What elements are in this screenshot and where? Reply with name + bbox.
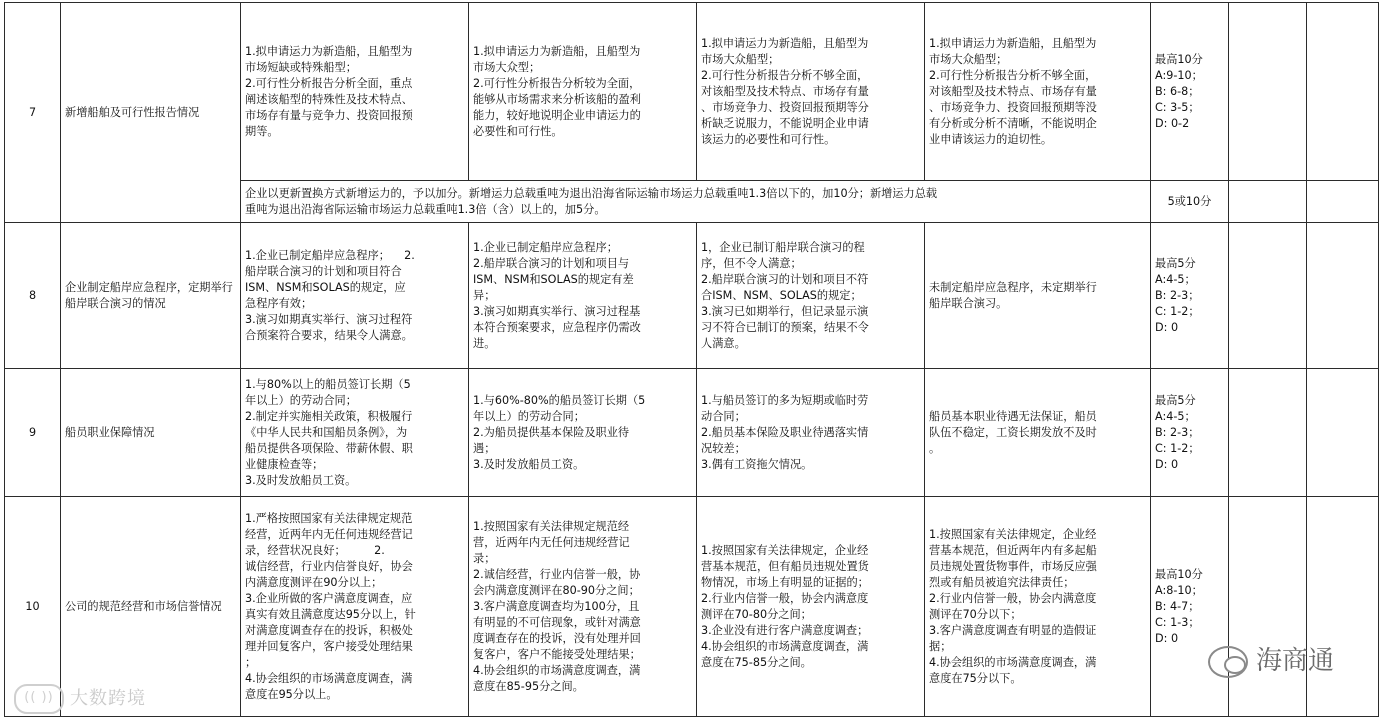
score-range-line: 最高5分 [1155,256,1196,270]
score-range-line: A:4-5； [1155,272,1196,286]
score-range [1151,369,1229,497]
criteria-level-b [469,223,697,369]
empty-cell [1229,223,1307,369]
score-range-line: C: 3-5； [1155,100,1200,114]
criteria-level-d-line: 市场大众船型； [929,52,1008,66]
score-range-line: B: 2-3； [1155,425,1200,439]
criteria-level-a-line: 对满意度调查存在的投诉，积极处 [245,623,413,637]
criteria-level-d-line: 业申请该运力的迫切性。 [929,132,1053,146]
criteria-level-a-line: 真实有效且满意度达95分以上，针 [245,607,416,621]
criteria-level-d-line: 、市场竞争力、投资回报预期等没 [929,100,1097,114]
criteria-level-b-line: 能够从市场需求来分析该船的盈利 [473,92,641,106]
score-range-line: B: 6-8； [1155,84,1200,98]
empty-cell [1229,3,1307,181]
criteria-level-c-line: 该运力的必要性和可行性。 [701,132,836,146]
criteria-level-d-line: 。 [929,441,941,455]
criteria-level-b-line: 4.协会组织的市场满意度调查，满 [473,663,641,677]
criteria-level-c-line: 动合同； [701,409,746,423]
criteria-level-b-line: 复客户，客户不能接受处理结果； [473,647,641,661]
criteria-level-b-line: 本符合预案要求，应急程序仍需改 [473,320,641,334]
criteria-level-c-line: 况较差； [701,441,746,455]
criteria-level-b-line: 2.船岸联合演习的计划和项目与 [473,256,630,270]
row-item-name: 企业制定船岸应急程序，定期举行船岸联合演习的情况 [61,223,241,369]
criteria-level-a-line: 合预案符合要求，结果令人满意。 [245,328,413,342]
criteria-level-b [469,497,697,717]
criteria-level-a-line: 2.制定并实施相关政策，积极履行 [245,409,413,423]
criteria-level-c-line: 、市场竞争力、投资回报预期等分 [701,100,869,114]
criteria-level-d-line: 2.行业内信誉一般，协会内满意度 [929,591,1097,605]
criteria-level-c-line: 3.演习已如期举行，但记录显示演 [701,304,869,318]
criteria-level-a-line: ； [245,655,257,669]
criteria-level-c-line: 2.可行性分析报告分析不够全面， [701,68,869,82]
criteria-level-b-line: 年以上）的劳动合同； [473,409,585,423]
criteria-level-b-line: 2.为船员提供基本保险及职业待 [473,425,630,439]
criteria-level-c-line: 营基本规范，但有船员违规处置货 [701,559,869,573]
criteria-level-a-line: 意度在95分以上。 [245,687,338,701]
criteria-level-a-line: 市场存有量与竞争力、投资回报预 [245,108,413,122]
score-range-line: D: 0 [1155,320,1179,334]
criteria-level-a-line: 经营，近两年内无任何违规经营记 [245,527,413,541]
watermark-right [1208,640,1334,678]
criteria-level-c-line: 人满意。 [701,336,746,350]
criteria-level-b-line: 1.与60%-80%的船员签订长期（5 [473,393,646,407]
watermark-left [14,684,146,714]
criteria-level-b-line: 遇； [473,441,496,455]
criteria-level-a-line: 1.严格按照国家有关法律规定规范 [245,511,413,525]
criteria-level-c-line: 4.协会组织的市场满意度调查，满 [701,639,869,653]
criteria-level-b-line: 市场大众型； [473,60,541,74]
criteria-level-b [469,3,697,181]
score-range-line: C: 1-2； [1155,304,1200,318]
bonus-score: 5或10分 [1151,181,1229,223]
criteria-level-d-line: 3.客户满意度调查有明显的造假证 [929,623,1097,637]
criteria-level-c-line: 合ISM、NSM、SOLAS的规定； [701,288,862,302]
criteria-level-b-line: 1.企业已制定船岸应急程序； [473,240,618,254]
row-number: 10 [5,497,61,717]
criteria-level-d-line: 对该船型及技术特点、市场存有量 [929,84,1097,98]
criteria-level-c-line: 意度在75-85分之间。 [701,655,812,669]
criteria-level-d [925,3,1151,181]
criteria-level-c-line: 1.与船员签订的多为短期或临时劳 [701,393,869,407]
criteria-level-a-line: 期等。 [245,124,279,138]
criteria-level-a-line: 4.协会组织的市场满意度调查，满 [245,671,413,685]
criteria-level-a [241,3,469,181]
criteria-level-b-line: 意度在85-95分之间。 [473,679,584,693]
criteria-level-d-line: 意度在75分以下。 [929,671,1022,685]
criteria-level-c-line: 2.行业内信誉一般，协会内满意度 [701,591,869,605]
criteria-level-b-line: 能力，较好地说明企业申请运力的 [473,108,641,122]
empty-cell [1229,369,1307,497]
bonus-text-line: 企业以更新置换方式新增运力的，予以加分。新增运力总载重吨为退出沿海省际运输市场运力总载重吨1.3倍以下的，加10分；新增运力总载 [245,186,938,200]
criteria-level-a-line: 船员提供各项保险、带薪休假、职 [245,441,413,455]
table-row [5,369,1379,497]
score-range [1151,3,1229,181]
score-range-line: D: 0-2 [1155,116,1190,130]
score-range [1151,497,1229,717]
criteria-level-a-line: 年以上）的劳动合同； [245,393,357,407]
table-row [5,223,1379,369]
criteria-level-d-line: 船员基本职业待遇无法保证，船员 [929,409,1097,423]
criteria-level-d-line: 测评在70分以下； [929,607,1022,621]
score-range-line: 最高10分 [1155,567,1203,581]
criteria-level-a-line: 3.及时发放船员工资。 [245,473,357,487]
criteria-level-c [697,223,925,369]
score-range-line: C: 1-3； [1155,615,1200,629]
criteria-level-b-line: 必要性和可行性。 [473,124,563,138]
criteria-level-d-line: 船岸联合演习。 [929,296,1008,310]
criteria-level-b-line: 会内满意度测评在80-90分之间； [473,583,640,597]
criteria-level-a-line: 业健康检查等； [245,457,324,471]
criteria-level-c [697,3,925,181]
criteria-level-b-line: 进。 [473,336,496,350]
criteria-level-c-line: 析缺乏说服力，不能说明企业申请 [701,116,869,130]
criteria-level-c-line: 对该船型及技术特点、市场存有量 [701,84,869,98]
watermark-right-text: 海商通 [1256,646,1335,676]
score-range-line: D: 0 [1155,631,1179,645]
criteria-level-b-line: 1.拟申请运力为新造船，且船型为 [473,44,641,58]
criteria-level-a-line: 1.企业已制定船岸应急程序； 2. [245,248,415,262]
row-number: 7 [5,3,61,223]
criteria-level-a [241,369,469,497]
table-row [5,3,1379,181]
criteria-level-c-line: 物情况，市场上有明显的证据的； [701,575,869,589]
criteria-level-b-line: 度调查存在的投诉，没有处理并回 [473,631,641,645]
criteria-level-d-line: 1.拟申请运力为新造船，且船型为 [929,36,1097,50]
criteria-level-c-line: 1.拟申请运力为新造船，且船型为 [701,36,869,50]
criteria-level-c-line: 序，但不令人满意； [701,256,802,270]
criteria-level-d [925,497,1151,717]
criteria-level-d-line: 营基本规范，但近两年内有多起船 [929,543,1097,557]
empty-cell [1307,369,1379,497]
score-range-line: B: 2-3； [1155,288,1200,302]
criteria-level-b [469,369,697,497]
criteria-level-a-line: ISM、NSM和SOLAS的规定，应 [245,280,406,294]
criteria-level-d-line: 2.可行性分析报告分析不够全面， [929,68,1097,82]
criteria-level-c-line: 3.企业没有进行客户满意度调查； [701,623,869,637]
empty-cell [1307,181,1379,223]
table-row [5,497,1379,717]
scoring-table [4,2,1379,717]
criteria-level-b-line: 1.按照国家有关法律规定规范经 [473,519,630,533]
criteria-level-c-line: 2.船员基本保险及职业待遇落实情 [701,425,869,439]
row-number: 8 [5,223,61,369]
criteria-level-c-line: 1.按照国家有关法律规定，企业经 [701,543,869,557]
criteria-level-d-line: 据； [929,639,952,653]
criteria-level-c-line: 1，企业已制订船岸联合演习的程 [701,240,865,254]
criteria-level-a-line: 理并回复客户，客户接受处理结果 [245,639,413,653]
criteria-level-a-line: 3.演习如期真实举行、演习过程符 [245,312,413,326]
criteria-level-a-line: 2.可行性分析报告分析全面，重点 [245,76,413,90]
score-range-line: D: 0 [1155,457,1179,471]
criteria-level-d-line: 队伍不稳定，工资长期发放不及时 [929,425,1097,439]
criteria-level-d-line: 4.协会组织的市场满意度调查，满 [929,655,1097,669]
row-number: 9 [5,369,61,497]
score-range-line: A:8-10； [1155,583,1203,597]
criteria-level-b-line: 营，近两年内无任何违规经营记 [473,535,630,549]
criteria-level-c [697,369,925,497]
score-range [1151,223,1229,369]
empty-cell [1229,497,1307,717]
criteria-level-a-line: 急程序有效； [245,296,313,310]
criteria-level-b-line: 2.诚信经营，行业内信誉一般，协 [473,567,641,581]
empty-cell [1307,497,1379,717]
empty-cell [1307,3,1379,181]
criteria-level-a-line: 阐述该船型的特殊性及技术特点、 [245,92,413,106]
criteria-level-b-line: ISM、NSM和SOLAS的规定有差 [473,272,634,286]
score-range-line: A:9-10； [1155,68,1203,82]
criteria-level-c-line: 习不符合已制订的预案，结果不令 [701,320,869,334]
score-range-line: C: 1-2； [1155,441,1200,455]
criteria-level-b-line: 3.客户满意度调查均为100分，且 [473,599,640,613]
criteria-level-b-line: 录； [473,551,496,565]
criteria-level-d-line: 1.按照国家有关法律规定，企业经 [929,527,1097,541]
score-range-line: 最高5分 [1155,393,1196,407]
bonus-text-line: 重吨为退出沿海省际运输市场运力总载重吨1.3倍（含）以上的，加5分。 [245,202,606,216]
criteria-level-c-line: 3.偶有工资拖欠情况。 [701,457,813,471]
criteria-level-d [925,223,1151,369]
criteria-level-d-line: 员违规处置货物事件，市场反应强 [929,559,1097,573]
criteria-level-c-line: 市场大众船型； [701,52,780,66]
row-item-name: 船员职业保障情况 [61,369,241,497]
criteria-level-d-line: 烈或有船员被追究法律责任； [929,575,1075,589]
row-item-name: 公司的规范经营和市场信誉情况 [61,497,241,717]
criteria-level-b-line: 有明显的不可信现象，或针对满意 [473,615,641,629]
logo-icon: (( )) [14,684,64,714]
criteria-level-a-line: 诚信经营，行业内信誉良好，协会 [245,559,413,573]
score-range-line: 最高10分 [1155,52,1203,66]
empty-cell [1229,181,1307,223]
watermark-left-text: 大数跨境 [70,688,146,709]
bonus-text [241,181,1151,223]
criteria-level-b-line: 3.及时发放船员工资。 [473,457,585,471]
criteria-level-a-line: 1.拟申请运力为新造船，且船型为 [245,44,413,58]
criteria-level-d [925,369,1151,497]
score-range-line: A:4-5； [1155,409,1196,423]
criteria-level-a [241,497,469,717]
criteria-level-b-line: 异； [473,288,496,302]
criteria-level-a-line: 1.与80%以上的船员签订长期（5 [245,377,411,391]
criteria-level-a-line: 船岸联合演习的计划和项目符合 [245,264,402,278]
score-range-line: B: 4-7； [1155,599,1200,613]
criteria-level-a-line: 3.企业所做的客户满意度调查，应 [245,591,413,605]
criteria-level-b-line: 2.可行性分析报告分析较为全面， [473,76,641,90]
criteria-level-a-line: 内满意度测评在90分以上； [245,575,383,589]
wechat-icon [1208,646,1248,678]
criteria-level-a-line: 录，经营状况良好； 2. [245,543,385,557]
criteria-level-b-line: 3.演习如期真实举行、演习过程基 [473,304,641,318]
criteria-level-c [697,497,925,717]
criteria-level-d-line: 未制定船岸应急程序，未定期举行 [929,280,1097,294]
criteria-level-c-line: 测评在70-80分之间； [701,607,812,621]
criteria-level-a-line: 市场短缺或特殊船型； [245,60,357,74]
empty-cell [1307,223,1379,369]
criteria-level-c-line: 2.船岸联合演习的计划和项目不符 [701,272,869,286]
criteria-level-a-line: 《中华人民共和国船员条例》，为 [245,425,408,439]
row-item-name: 新增船舶及可行性报告情况 [61,3,241,223]
criteria-level-d-line: 有分析或分析不清晰，不能说明企 [929,116,1097,130]
criteria-level-a [241,223,469,369]
